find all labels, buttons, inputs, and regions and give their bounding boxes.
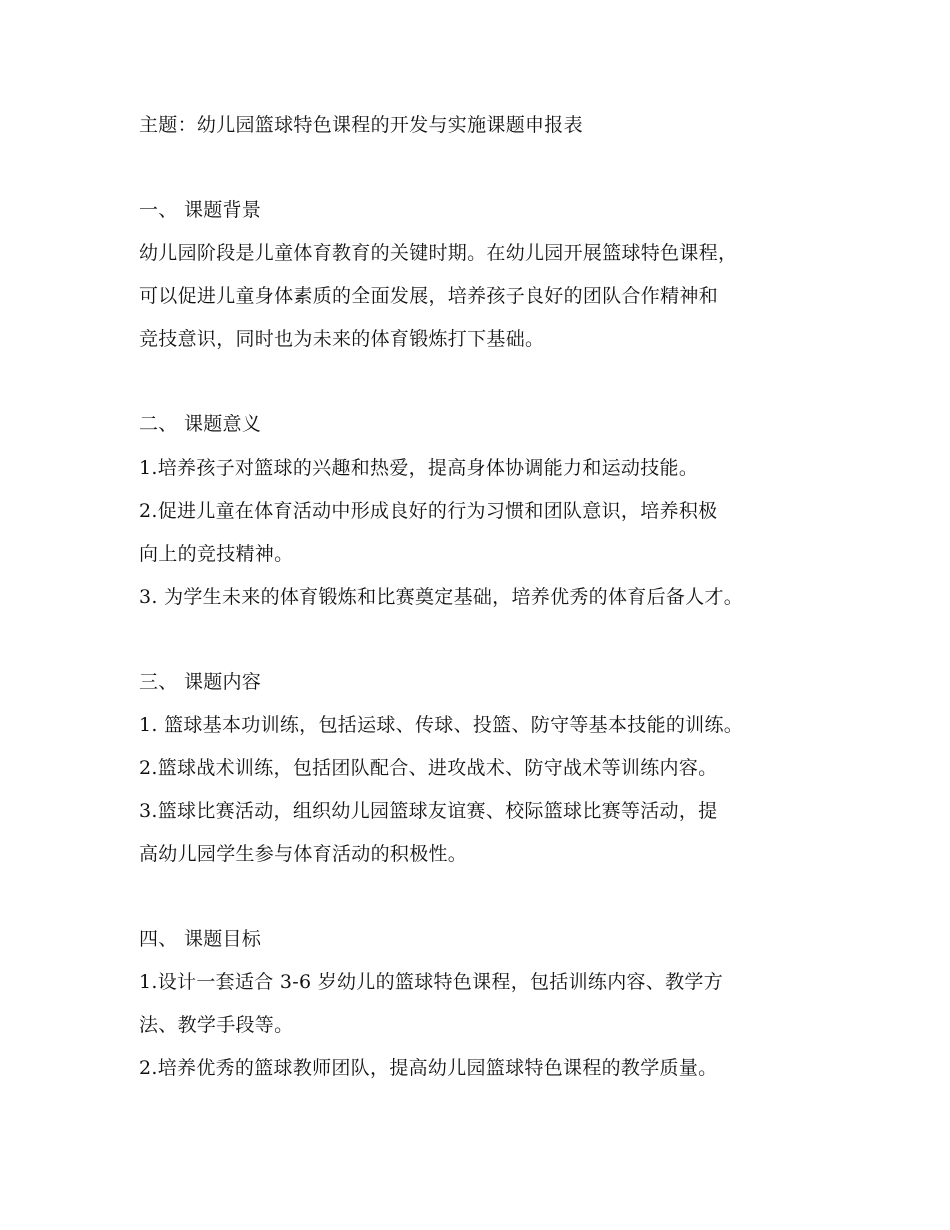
list-item: 1.设计一套适合 3-6 岁幼儿的篮球特色课程，包括训练内容、教学方 [139,971,724,993]
list-item-continuation: 向上的竞技精神。 [139,543,294,565]
list-item: 3.篮球比赛活动，组织幼儿园篮球友谊赛、校际篮球比赛等活动，提 [139,800,718,822]
paragraph-line: 可以促进儿童身体素质的全面发展，培养孩子良好的团队合作精神和 [139,285,719,307]
section-heading-objectives: 四、 课题目标 [139,928,262,950]
document-title: 主题：幼儿园篮球特色课程的开发与实施课题申报表 [139,114,583,136]
list-item: 1.培养孩子对篮球的兴趣和热爱，提高身体协调能力和运动技能。 [139,457,699,479]
section-heading-content: 三、 课题内容 [139,671,262,693]
list-item: 1. 篮球基本功训练，包括运球、传球、投篮、防守等基本技能的训练。 [139,714,744,736]
paragraph-line: 幼儿园阶段是儿童体育教育的关键时期。在幼儿园开展篮球特色课程， [139,242,738,264]
section-heading-significance: 二、 课题意义 [139,413,262,435]
list-item: 2.篮球战术训练，包括团队配合、进攻战术、防守战术等训练内容。 [139,757,718,779]
section-heading-background: 一、 课题背景 [139,199,262,221]
list-item-continuation: 高幼儿园学生参与体育活动的积极性。 [139,843,468,865]
list-item: 2.促进儿童在体育活动中形成良好的行为习惯和团队意识，培养积极 [139,500,718,522]
list-item: 2.培养优秀的篮球教师团队，提高幼儿园篮球特色课程的教学质量。 [139,1057,718,1079]
list-item-continuation: 法、教学手段等。 [139,1014,294,1036]
list-item: 3. 为学生未来的体育锻炼和比赛奠定基础，培养优秀的体育后备人才。 [139,586,744,608]
paragraph-line: 竞技意识，同时也为未来的体育锻炼打下基础。 [139,328,545,350]
